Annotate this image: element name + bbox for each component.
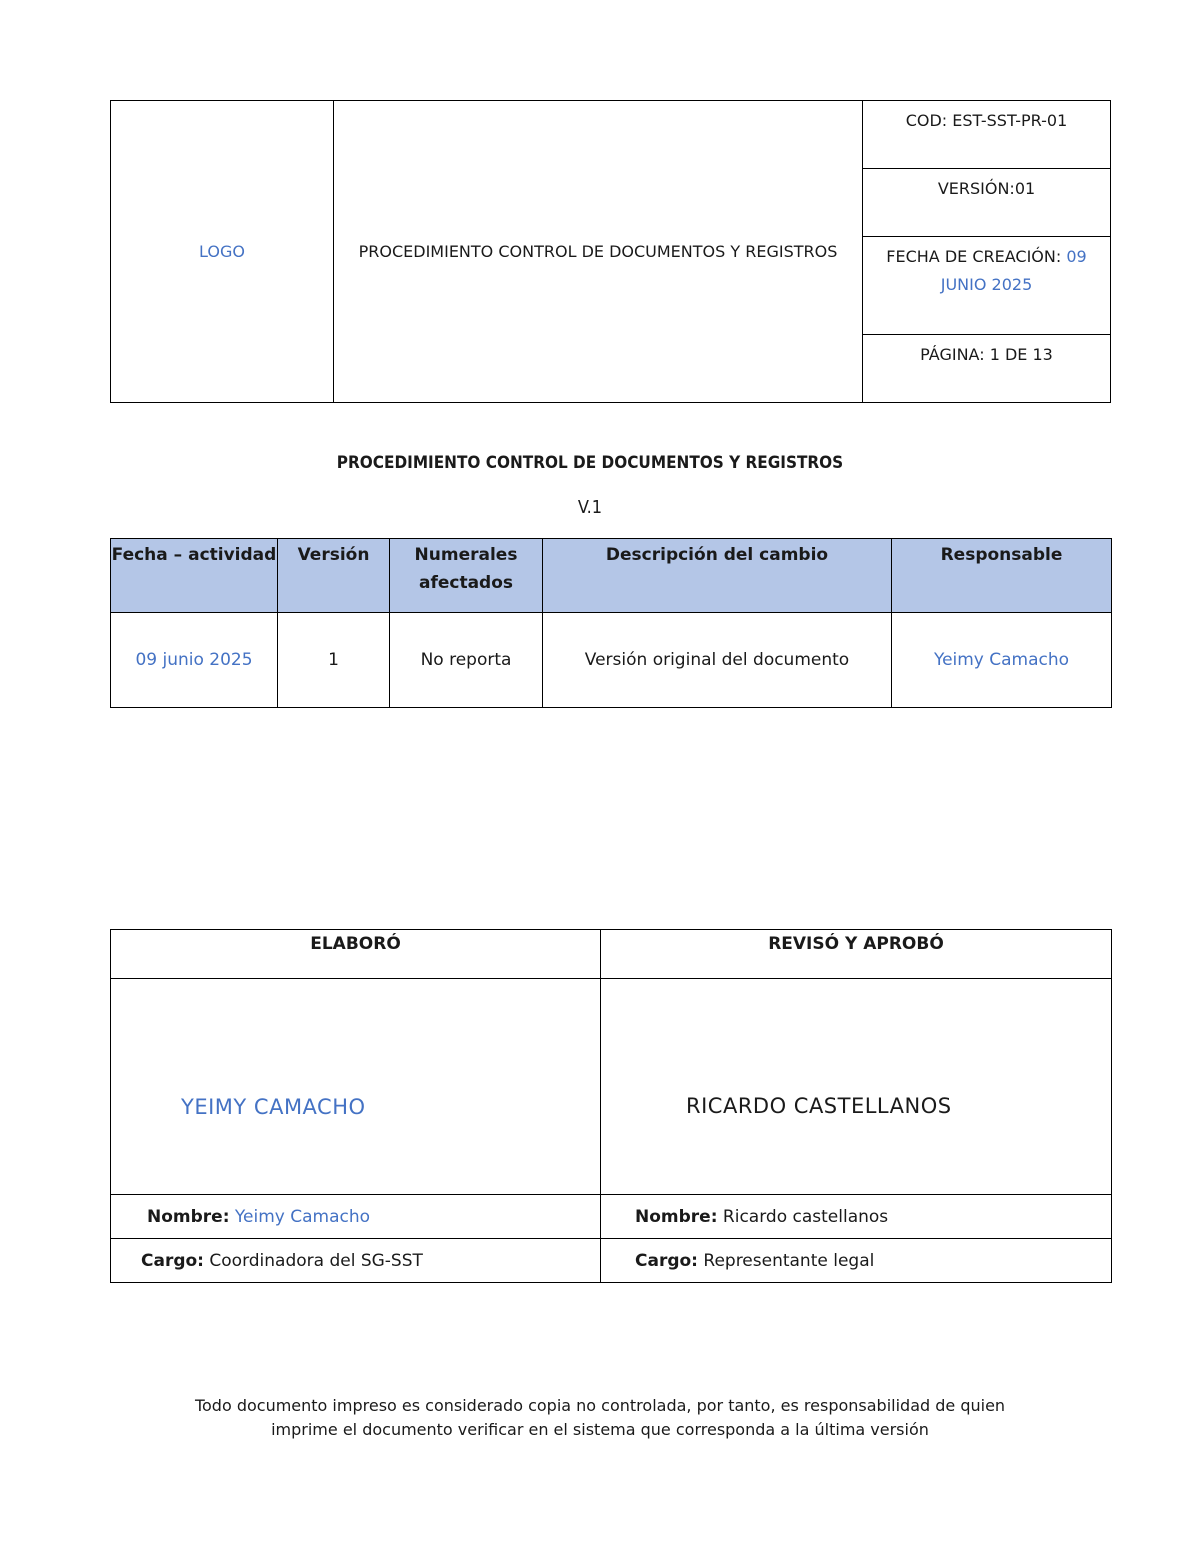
column-header-sections: Numerales afectados [390, 539, 543, 613]
row-date: 09 junio 2025 [111, 613, 278, 708]
approved-header: REVISÓ Y APROBÓ [601, 930, 1112, 979]
document-version-label: V.1 [577, 497, 603, 518]
footer-line-2: imprime el documento verificar en el sistema que corresponda a la última versión [271, 1420, 929, 1439]
approved-name: Ricardo castellanos [722, 1206, 889, 1227]
prepared-signature: YEIMY CAMACHO [181, 1094, 366, 1119]
document-title: PROCEDIMIENTO CONTROL DE DOCUMENTOS Y REGISTROS [336, 453, 844, 473]
column-header-responsible: Responsable [892, 539, 1112, 613]
creation-date-cell [863, 237, 1111, 335]
column-header-description: Descripción del cambio [543, 539, 892, 613]
prepared-signature-cell [111, 979, 601, 1195]
name-label: Nombre: [635, 1206, 718, 1227]
document-code: COD: EST-SST-PR-01 [863, 101, 1111, 169]
column-header-version: Versión [278, 539, 390, 613]
row-sections: No reporta [390, 613, 543, 708]
approved-signature-cell [601, 979, 1112, 1195]
column-header-date: Fecha – actividad [111, 539, 278, 613]
creation-date-value: 09 JUNIO 2025 [940, 247, 1087, 294]
name-label: Nombre: [147, 1206, 230, 1227]
table-row [111, 613, 1112, 708]
row-version: 1 [278, 613, 390, 708]
document-version: VERSIÓN:01 [863, 169, 1111, 237]
approved-role-cell [601, 1239, 1112, 1283]
role-label: Cargo: [635, 1250, 698, 1271]
document-header-table [110, 100, 1111, 403]
prepared-role: Coordinadora del SG-SST [209, 1250, 423, 1271]
row-responsible: Yeimy Camacho [892, 613, 1112, 708]
creation-date-label: FECHA DE CREACIÓN: [886, 247, 1067, 266]
footer-line-1: Todo documento impreso es considerado copia no controlada, por tanto, es responsabilidad de quien [194, 1396, 1006, 1415]
approved-name-cell [601, 1195, 1112, 1239]
footer-disclaimer [0, 1394, 1200, 1442]
page-number: PÁGINA: 1 DE 13 [863, 335, 1111, 403]
signatures-table [110, 929, 1112, 1283]
logo-placeholder: LOGO [111, 101, 334, 403]
change-log-table [110, 538, 1112, 708]
approved-role: Representante legal [703, 1250, 875, 1271]
prepared-name: Yeimy Camacho [234, 1206, 371, 1227]
role-label: Cargo: [141, 1250, 204, 1271]
header-title: PROCEDIMIENTO CONTROL DE DOCUMENTOS Y REGISTROS [334, 101, 863, 403]
row-description: Versión original del documento [543, 613, 892, 708]
prepared-name-cell [111, 1195, 601, 1239]
prepared-role-cell [111, 1239, 601, 1283]
approved-signature: RICARDO CASTELLANOS [686, 1093, 952, 1118]
prepared-header: ELABORÓ [111, 930, 601, 979]
